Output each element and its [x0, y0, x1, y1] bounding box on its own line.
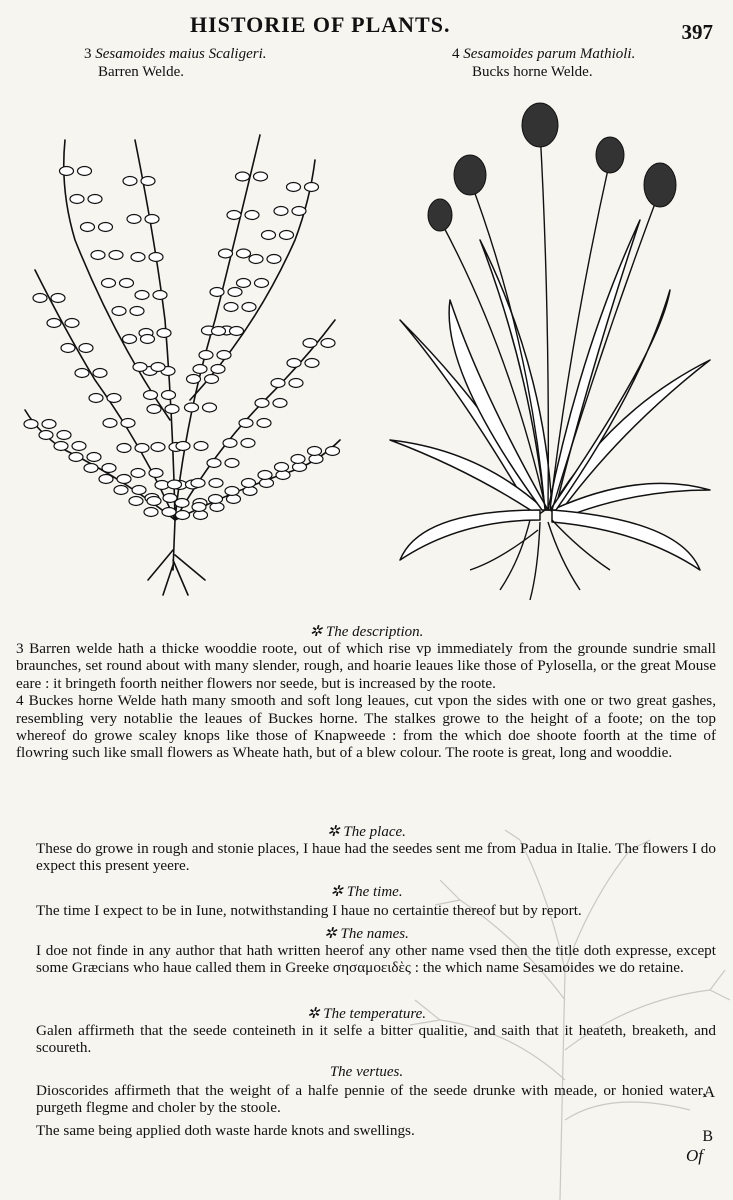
heading-description: ✲ The description. [309, 624, 424, 640]
leaf-mark [112, 307, 126, 316]
leaf-mark [289, 379, 303, 388]
leaf-mark [155, 481, 169, 490]
leaf-mark [127, 215, 141, 224]
heading-temperature: ✲ The temperature. [306, 1006, 427, 1022]
leaf-mark [145, 215, 159, 224]
leaf-mark [87, 453, 101, 462]
leaf-mark [69, 453, 83, 462]
leaf-mark [224, 303, 238, 312]
leaf-mark [242, 479, 256, 488]
leaf-mark [123, 177, 137, 186]
caption-number: 4 [452, 46, 460, 62]
leaf-mark [219, 249, 233, 258]
leaf-mark [103, 419, 117, 428]
leaf-mark [88, 195, 102, 204]
leaf-mark [287, 183, 301, 192]
leaf-mark [109, 251, 123, 260]
caption-english-name: Bucks horne Welde. [472, 64, 593, 80]
time-text: The time I expect to be in Iune, notwithstanding I haue no certaintie thereof but by report. [36, 902, 582, 919]
leaf-mark [162, 508, 176, 517]
names-text: I doe not finde in any author that hath written heerof any other name vsed then the title doth expresse, except some Græcians who haue called them in Greeke σησαμοειδὲς : the which name Sesamoides we do retaine. [36, 942, 716, 977]
leaf-mark [287, 359, 301, 368]
description-paragraph-3: 3 Barren welde hath a thicke wooddie roote, out of which rise vp immediately from the grounde sundrie small braunches, set round about with many slender, rough, and hoarie leaues like those of Pylosella, or the great Mouse eare : it bringeth foorth neither flowers nor seede, but is increased by the roote. [16, 640, 716, 692]
leaf-mark [175, 499, 189, 508]
figure-caption-4 [452, 45, 635, 81]
leaf-mark [135, 291, 149, 300]
leaf-mark [51, 294, 65, 303]
leaf-mark [308, 447, 322, 456]
leaf-mark [107, 394, 121, 403]
leaf-mark [211, 365, 225, 374]
leaf-mark [42, 420, 56, 429]
leaf-mark [267, 255, 281, 264]
leaf-mark [217, 351, 231, 360]
leaf-mark [123, 335, 137, 344]
leaf-mark [24, 420, 38, 429]
leaf-mark [210, 288, 224, 297]
leaf-mark [78, 167, 92, 176]
place-text: These do growe in rough and stonie places, I haue had the seedes sent me from Padua in Italie. The flowers I do expect this present yeere. [36, 840, 716, 875]
leaf-mark [254, 172, 268, 181]
signature-mark: B [702, 1128, 713, 1145]
leaf-mark [84, 464, 98, 473]
leaf-mark [305, 183, 319, 192]
leaf-mark [199, 351, 213, 360]
leaf-mark [227, 211, 241, 220]
margin-letter-a: A [703, 1084, 715, 1101]
leaf-mark [60, 167, 74, 176]
leaf-mark [280, 231, 294, 240]
leaf-mark [326, 447, 340, 456]
figure-caption-3 [84, 45, 266, 81]
leaf-mark [120, 279, 134, 288]
leaf-mark [274, 207, 288, 216]
catchword: Of [686, 1146, 703, 1165]
leaf-mark [91, 251, 105, 260]
leaf-mark [205, 375, 219, 384]
leaf-mark [209, 479, 223, 488]
leaf-mark [117, 444, 131, 453]
leaf-mark [242, 303, 256, 312]
leaf-mark [203, 403, 217, 412]
leaf-mark [141, 177, 155, 186]
leaf-mark [61, 344, 75, 353]
leaf-mark [57, 431, 71, 440]
leaf-mark [225, 487, 239, 496]
caption-english-name: Barren Welde. [98, 64, 184, 80]
leaf-mark [176, 442, 190, 451]
leaf-mark [147, 497, 161, 506]
leaf-mark [230, 327, 244, 336]
leaf-mark [249, 255, 263, 264]
leaf-mark [121, 419, 135, 428]
leaf-mark [245, 211, 259, 220]
leaf-mark [273, 399, 287, 408]
leaf-mark [193, 365, 207, 374]
leaf-mark [130, 307, 144, 316]
leaf-mark [212, 327, 226, 336]
leaf-mark [255, 279, 269, 288]
vertues-text-b: The same being applied doth waste harde knots and swellings. [36, 1122, 415, 1139]
leaf-mark [141, 335, 155, 344]
leaf-mark [144, 391, 158, 400]
leaf-mark [292, 207, 306, 216]
leaf-mark [149, 469, 163, 478]
leaf-mark [153, 291, 167, 300]
leaf-mark [99, 223, 113, 232]
leaf-mark [191, 479, 205, 488]
leaf-mark [54, 442, 68, 451]
leaf-mark [255, 399, 269, 408]
leaf-mark [241, 439, 255, 448]
leaf-mark [223, 439, 237, 448]
leaf-mark [228, 288, 242, 297]
leaf-mark [144, 508, 158, 517]
leaf-mark [305, 359, 319, 368]
heading-names: ✲ The names. [324, 926, 409, 942]
leaf-mark [257, 419, 271, 428]
leaf-mark [258, 471, 272, 480]
leaf-mark [239, 419, 253, 428]
leaf-mark [176, 511, 190, 520]
leaf-mark [79, 344, 93, 353]
caption-latin-name: Sesamoides maius Scaligeri. [95, 46, 267, 62]
leaf-mark [89, 394, 103, 403]
leaf-mark [168, 480, 182, 489]
leaf-mark [72, 442, 86, 451]
leaf-mark [99, 475, 113, 484]
page-number: 397 [681, 20, 713, 44]
leaf-mark [129, 497, 143, 506]
vertues-text-a: Dioscorides affirmeth that the weight of a halfe pennie of the seede drunke with meade, or honied water, purgeth flegme and choler by the stoole. [36, 1082, 706, 1117]
leaf-mark [131, 469, 145, 478]
leaf-mark [192, 503, 206, 512]
running-title: HISTORIE OF PLANTS. [190, 12, 451, 37]
leaf-mark [225, 459, 239, 468]
leaf-mark [194, 442, 208, 451]
leaf-mark [275, 463, 289, 472]
leaf-mark [102, 279, 116, 288]
description-paragraph-4: 4 Buckes horne Welde hath many smooth and soft long leaues, cut vpon the sides with one or two great gashes, resembling very notablie the leaues of Buckes horne. The stalkes growe to the height of a foote; on the top whereof do growe scaley knops like those of Knapweede : from the which doe shoote foorth at the time of flowring such like small flowers as Wheate hath, but of a blew colour. The roote is great, long and wooddie. [16, 692, 716, 762]
leaf-mark [70, 195, 84, 204]
leaf-mark [162, 391, 176, 400]
barren-welde-woodcut [15, 120, 355, 600]
leaf-mark [151, 443, 165, 452]
leaf-mark [321, 339, 335, 348]
leaf-mark [102, 464, 116, 473]
leaf-mark [262, 231, 276, 240]
leaf-mark [81, 223, 95, 232]
leaf-mark [237, 279, 251, 288]
leaf-mark [236, 172, 250, 181]
leaf-mark [149, 253, 163, 262]
heading-place: ✲ The place. [327, 824, 406, 840]
leaf-mark [207, 459, 221, 468]
leaf-mark [303, 339, 317, 348]
leaf-mark [39, 431, 53, 440]
leaf-mark [131, 253, 145, 262]
heading-time: ✲ The time. [330, 884, 403, 900]
leaf-mark [187, 375, 201, 384]
leaf-mark [151, 363, 165, 372]
leaf-mark [209, 495, 223, 504]
leaf-mark [157, 329, 171, 338]
leaf-mark [75, 369, 89, 378]
leaf-mark [165, 405, 179, 414]
leaf-mark [291, 455, 305, 464]
leaf-mark [33, 294, 47, 303]
leaf-mark [47, 319, 61, 328]
leaf-mark [132, 486, 146, 495]
description-text [16, 640, 716, 762]
caption-number: 3 [84, 46, 92, 62]
leaf-mark [117, 475, 131, 484]
leaf-mark [237, 249, 251, 258]
bucks-horne-welde-woodcut [380, 90, 725, 610]
leaf-mark [93, 369, 107, 378]
leaf-mark [271, 379, 285, 388]
leaf-mark [65, 319, 79, 328]
leaf-mark [185, 403, 199, 412]
caption-latin-name: Sesamoides parum Mathioli. [463, 46, 636, 62]
heading-vertues: The vertues. [329, 1064, 404, 1080]
leaf-mark [135, 444, 149, 453]
temperature-text: Galen affirmeth that the seede conteineth in it selfe a bitter qualitie, and saith that it heateth, breaketh, and scoureth. [36, 1022, 716, 1057]
leaf-mark [147, 405, 161, 414]
running-head [0, 10, 733, 44]
leaf-mark [133, 363, 147, 372]
leaf-mark [114, 486, 128, 495]
